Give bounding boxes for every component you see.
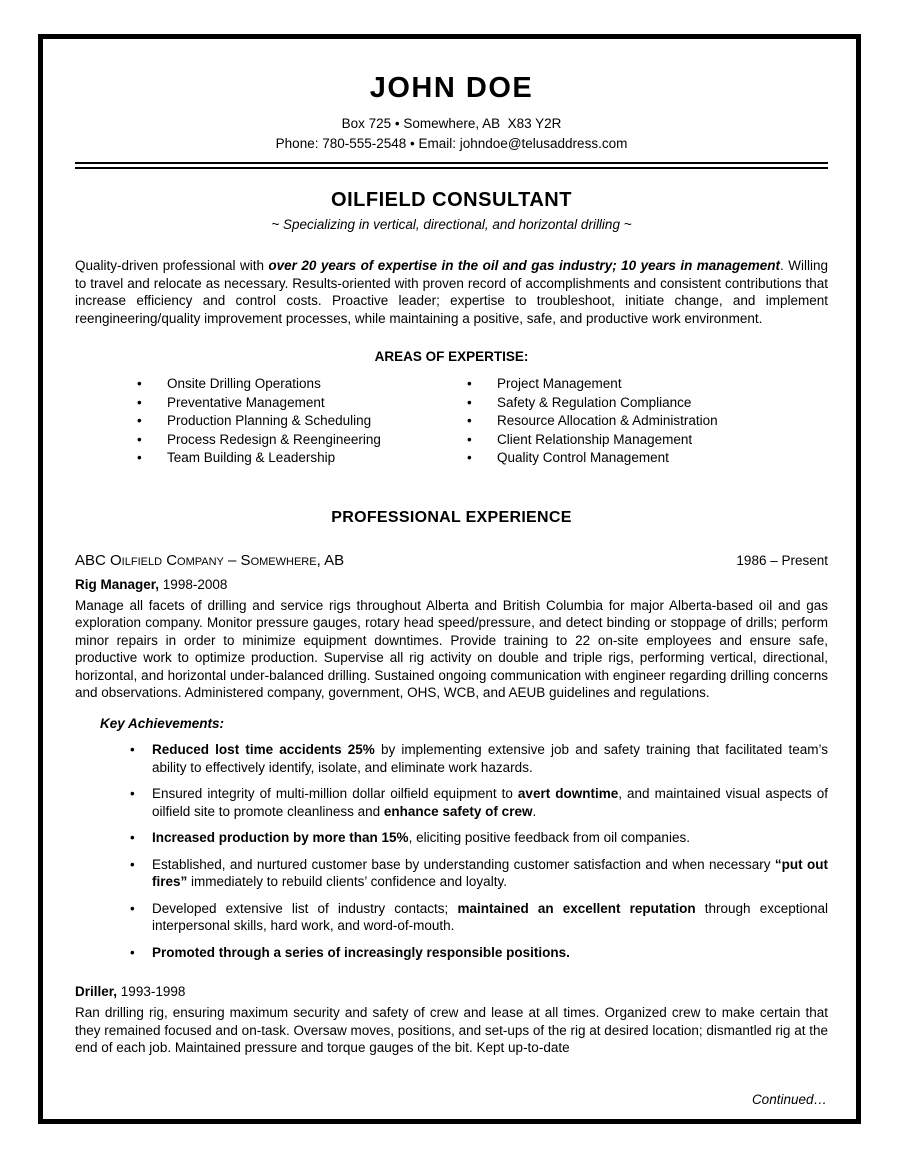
- job-title-subtitle: ~ Specializing in vertical, directional, and horizontal drilling ~: [271, 216, 632, 232]
- role-years: 1998-2008: [162, 577, 228, 593]
- expertise-item: • Team Building & Leadership: [137, 449, 467, 467]
- achievement-item: • Established, and nurtured customer base by understanding customer satisfaction and when necessary “put out fires” immediately to rebuild clients’ confidence and loyalty.: [75, 856, 828, 891]
- contact-line: Phone: 780-555-2548 • Email: johndoe@telusaddress.com: [275, 136, 628, 152]
- expertise-list-left: [137, 375, 467, 468]
- role-title-driller: [75, 983, 828, 1001]
- role-description-rig-manager: Manage all facets of drilling and service rigs throughout Alberta and British Columbia for major Alberta-based oil and gas exploration company. Monitor pressure gauges, rotary head speed/pressure, and detect binding or stoppage of drills; perform minor repairs in order to minimize equipment downtimes. Provide training to 22 on-site employees and ensure safe, productive work to optimize production. Supervise all rig activity on double and triple rigs, performing vertical, directional, horizontal, and horizontal under-balanced drilling. Sustained ongoing communication with engineer regarding drilling concerns and observations. Administered company, government, OHS, WCB, and AEUB guidelines and regulations.: [75, 597, 828, 701]
- expertise-item: • Project Management: [467, 375, 797, 393]
- expertise-item: • Onsite Drilling Operations: [137, 375, 467, 393]
- role-years: 1993-1998: [120, 984, 186, 1000]
- achievements-list: [75, 741, 828, 961]
- expertise-item: • Production Planning & Scheduling: [137, 412, 467, 430]
- expertise-item: • Quality Control Management: [467, 449, 797, 467]
- resume-content: [75, 70, 828, 1070]
- expertise-item: • Client Relationship Management: [467, 431, 797, 449]
- experience-heading: PROFESSIONAL EXPERIENCE: [331, 508, 572, 526]
- achievement-item: • Reduced lost time accidents 25% by implementing extensive job and safety training that facilitated team’s ability to effectively identify, isolate, and eliminate work hazards.: [75, 741, 828, 776]
- summary-paragraph: Quality-driven professional with over 20 years of expertise in the oil and gas industry; 10 years in management. Willing to travel and relocate as necessary. Results-oriented with proven record of accomplishments and consistent contributions that increase efficiency and control costs. Proactive leader; expertise to troubleshoot, initiate change, and implement reengineering/quality improvement processes, while maintaining a positive, safe, and productive work environment.: [75, 258, 828, 326]
- company-row: [75, 551, 828, 571]
- expertise-item: • Preventative Management: [137, 394, 467, 412]
- company-name: ABC Oilfield Company – Somewhere, AB: [75, 551, 345, 569]
- continued-note: Continued…: [751, 1092, 827, 1107]
- employment-dates: 1986 – Present: [736, 552, 828, 568]
- key-achievements-label: Key Achievements:: [100, 716, 225, 732]
- role-description-driller: Ran drilling rig, ensuring maximum security and safety of crew and lease at all times. Organized crew to make certain that they remained focused and on-task. Oversaw moves, positions, and set-ups of the rig at desired location; dismantled rig at the end of each job. Maintained pressure and torque gauges of the bit. Kept up-to-date: [75, 1004, 828, 1056]
- role-title-rig-manager: [75, 576, 828, 594]
- achievement-item: • Developed extensive list of industry contacts; maintained an excellent reputation through exceptional interpersonal skills, hard work, and word-of-mouth.: [75, 900, 828, 935]
- achievement-item: • Ensured integrity of multi-million dollar oilfield equipment to avert downtime, and maintained visual aspects of oilfield site to promote cleanliness and enhance safety of crew.: [75, 785, 828, 820]
- expertise-item: • Process Redesign & Reengineering: [137, 431, 467, 449]
- address-line: Box 725 • Somewhere, AB X83 Y2R: [341, 115, 562, 131]
- expertise-list-right: [467, 375, 797, 468]
- role-name: Driller,: [75, 984, 118, 1000]
- expertise-item: • Safety & Regulation Compliance: [467, 394, 797, 412]
- job-title-heading: OILFIELD CONSULTANT: [331, 188, 572, 211]
- expertise-item: • Resource Allocation & Administration: [467, 412, 797, 430]
- job-title-block: [75, 187, 828, 234]
- expertise-columns: [75, 375, 828, 468]
- expertise-heading: AREAS OF EXPERTISE:: [374, 348, 529, 364]
- role-name: Rig Manager,: [75, 577, 160, 593]
- achievement-item: • Promoted through a series of increasingly responsible positions.: [75, 944, 828, 962]
- header-divider: [75, 162, 828, 169]
- achievement-item: • Increased production by more than 15%, eliciting positive feedback from oil companies.: [75, 829, 828, 847]
- resume-header: [75, 70, 828, 169]
- candidate-name: JOHN DOE: [369, 72, 534, 104]
